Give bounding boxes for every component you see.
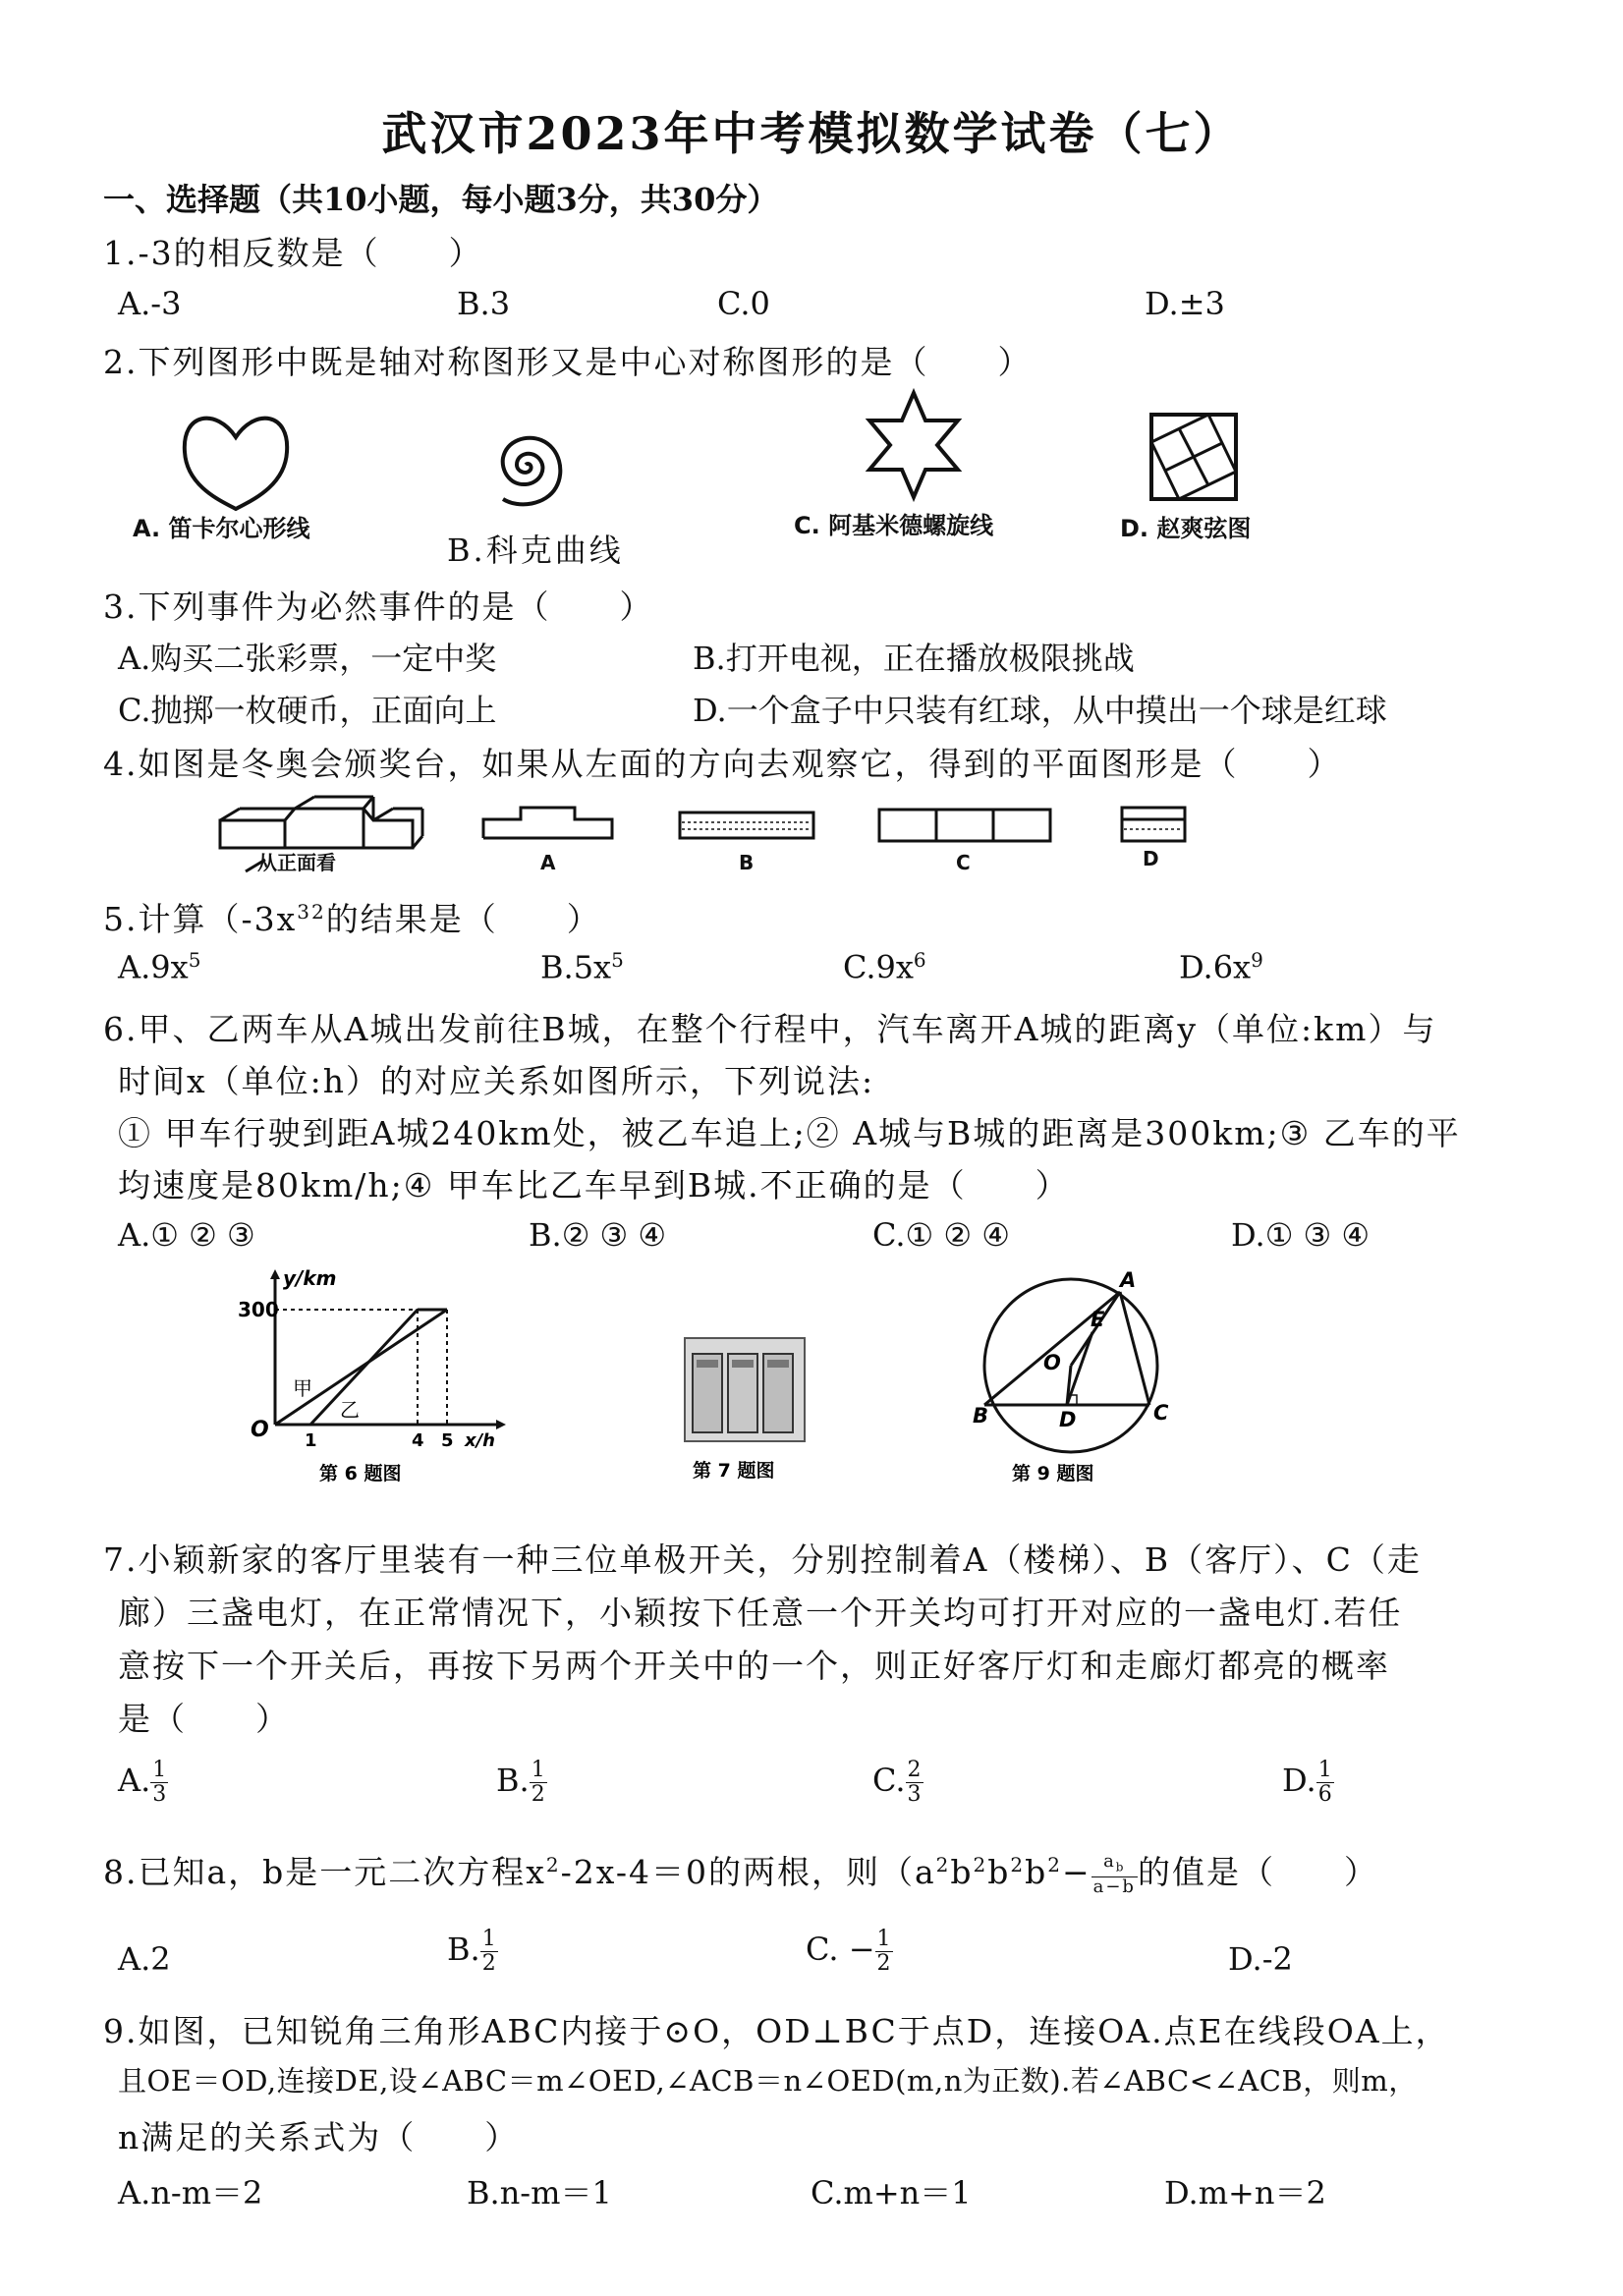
q5-option-c[interactable]: $C.9x^6$ [843,948,926,986]
fig6-xlabel: x/h [465,1430,495,1451]
fig6-caption: 第 6 题图 [319,1463,402,1484]
q7-option-a[interactable]: A. $\frac{1}{3}$ [118,1758,167,1807]
view-d-icon [1120,806,1187,843]
section-heading: 一、选择题（共10小题，每小题3分，共30分） [103,181,779,218]
fig9-label-c: C [1153,1401,1169,1425]
fig6-x4: 4 [412,1430,424,1451]
q9-option-d[interactable]: D.m+n＝2 [1164,2174,1326,2212]
q8-option-c[interactable]: C. − $\frac{1}{2}$ [806,1927,891,1976]
fig9-label-o: O [1043,1351,1061,1374]
q5-option-d[interactable]: $D.6x^9$ [1179,948,1263,986]
question-8-stem: 8.已知a，b是一元二次方程$x^2-2x-4=0$的两根，则（$a^2b^2b^2b^2-$ $\frac{a_b}{a-b}$ 的值是（ ） [103,1850,1378,1898]
question-7-line3: 意按下一个开关后，再按下另两个开关中的一个，则正好客厅灯和走廊灯都亮的概率 [118,1647,1390,1685]
question-6-line4: 均速度是80km/h;④ 甲车比乙车早到B城.不正确的是（ ） [118,1166,1070,1204]
fig6-x5: 5 [441,1430,454,1451]
figure-6-graph [236,1267,511,1493]
fig9-caption: 第 9 题图 [1012,1463,1094,1484]
question-3-stem: 3.下列事件为必然事件的是（ ） [103,588,654,626]
q6-option-a[interactable]: A.① ② ③ [118,1216,255,1254]
fig9-label-b: B [973,1404,989,1428]
q7-option-c[interactable]: C. $\frac{2}{3}$ [872,1758,922,1807]
question-2-stem: 2.下列图形中既是轴对称图形又是中心对称图形的是（ ） [103,343,1033,381]
fig7-caption: 第 7 题图 [693,1460,775,1482]
question-7-line1: 7.小颖新家的客厅里装有一种三位单极开关，分别控制着A（楼梯）、B（客厅）、C（走 [103,1540,1422,1579]
q3-option-b[interactable]: B.打开电视，正在播放极限挑战 [693,640,1135,677]
q2-option-a[interactable]: A. 笛卡尔心形线 [133,515,310,542]
q7-option-b[interactable]: B. $\frac{1}{2}$ [496,1758,545,1807]
question-9-line1: 9.如图，已知锐角三角形ABC内接于⊙O，OD⊥BC于点D，连接OA.点E在线段OA上， [103,2012,1450,2050]
q1-option-b[interactable]: B.3 [457,285,511,322]
question-9-line3: n满足的关系式为（ ） [118,2118,520,2156]
q6-option-d[interactable]: D.① ③ ④ [1231,1216,1371,1254]
star-icon [865,391,963,499]
q1-option-d[interactable]: D.±3 [1145,285,1225,322]
view-c-icon [877,808,1052,843]
q7-option-d[interactable]: D. $\frac{1}{6}$ [1282,1758,1332,1807]
question-5-stem: 5.计算（$-3x^{32}$的结果是（ ） [103,900,601,938]
q6-option-b[interactable]: B.② ③ ④ [529,1216,667,1254]
q3-option-c[interactable]: C.抛掷一枚硬币，正面向上 [118,692,497,729]
q6-option-c[interactable]: C.① ② ④ [872,1216,1010,1254]
spiral-icon [470,411,583,519]
fig6-x1: 1 [305,1430,317,1451]
q2-option-d[interactable]: D. 赵爽弦图 [1120,515,1252,542]
fig9-label-d: D [1059,1408,1077,1431]
q3-option-d[interactable]: D.一个盒子中只装有红球，从中摸出一个球是红球 [693,692,1387,729]
q5-option-a[interactable]: $A.9x^5$ [118,948,201,986]
question-9-line2: 且OE＝OD,连接DE,设∠ABC＝m∠OED,∠ACB＝n∠OED(m,n为正数).若∠ABC<∠ACB，则m， [118,2064,1418,2098]
fig6-yi: 乙 [340,1398,360,1422]
fig6-y300: 300 [238,1298,279,1321]
q2-option-c[interactable]: C. 阿基米德螺旋线 [794,512,994,539]
fig6-jia: 甲 [293,1376,312,1400]
figure-9-circle [973,1267,1179,1493]
q4-option-a[interactable]: A [540,851,556,874]
question-6-line1: 6.甲、乙两车从A城出发前往B城，在整个行程中，汽车离开A城的距离y（单位:km）与 [103,1010,1437,1048]
zhao-shuang-diagram-icon [1149,413,1238,501]
question-1-stem: 1.-3的相反数是（ ） [103,234,483,272]
q9-option-c[interactable]: C.m+n＝1 [811,2174,972,2212]
q9-option-b[interactable]: B.n-m＝1 [467,2174,612,2212]
fig6-origin: O [251,1418,269,1442]
q9-option-a[interactable]: A.n-m＝2 [118,2174,263,2212]
figure-7-switch-photo [683,1336,811,1484]
q2-option-b[interactable]: B.科克曲线 [447,532,624,569]
q1-option-c[interactable]: C.0 [717,285,770,322]
view-b-icon [678,811,815,840]
question-4-stem: 4.如图是冬奥会颁奖台，如果从左面的方向去观察它，得到的平面图形是（ ） [103,745,1342,783]
fig9-label-a: A [1120,1268,1137,1292]
page-title: 武汉市2023年中考模拟数学试卷（七） [381,107,1242,160]
cardioid-icon [177,413,295,511]
q8-option-a[interactable]: A.2 [118,1940,171,1978]
q4-option-d[interactable]: D [1143,847,1159,870]
question-7-line4: 是（ ） [118,1700,290,1738]
question-6-line3: ① 甲车行驶到距A城240km处，被乙车追上;② A城与B城的距离是300km;③ 乙车的平 [118,1114,1461,1152]
q4-option-c[interactable]: C [956,851,971,874]
view-a-icon [481,806,614,840]
q3-option-a[interactable]: A.购买二张彩票，一定中奖 [118,640,497,677]
q1-option-a[interactable]: A.-3 [118,285,182,322]
fig6-ylabel: y/km [283,1266,337,1290]
question-6-line2: 时间x（单位:h）的对应关系如图所示，下列说法: [118,1062,875,1100]
q4-option-b[interactable]: B [739,851,755,874]
question-7-line2: 廊）三盏电灯，在正常情况下，小颖按下任意一个开关均可打开对应的一盏电灯.若任 [118,1594,1403,1632]
q8-option-d[interactable]: D.-2 [1228,1940,1293,1978]
q5-option-b[interactable]: $B.5x^5$ [540,948,624,986]
front-view-label: 从正面看 [257,851,336,874]
fig9-label-e: E [1091,1308,1105,1331]
q8-option-b[interactable]: B. $\frac{1}{2}$ [447,1927,496,1976]
